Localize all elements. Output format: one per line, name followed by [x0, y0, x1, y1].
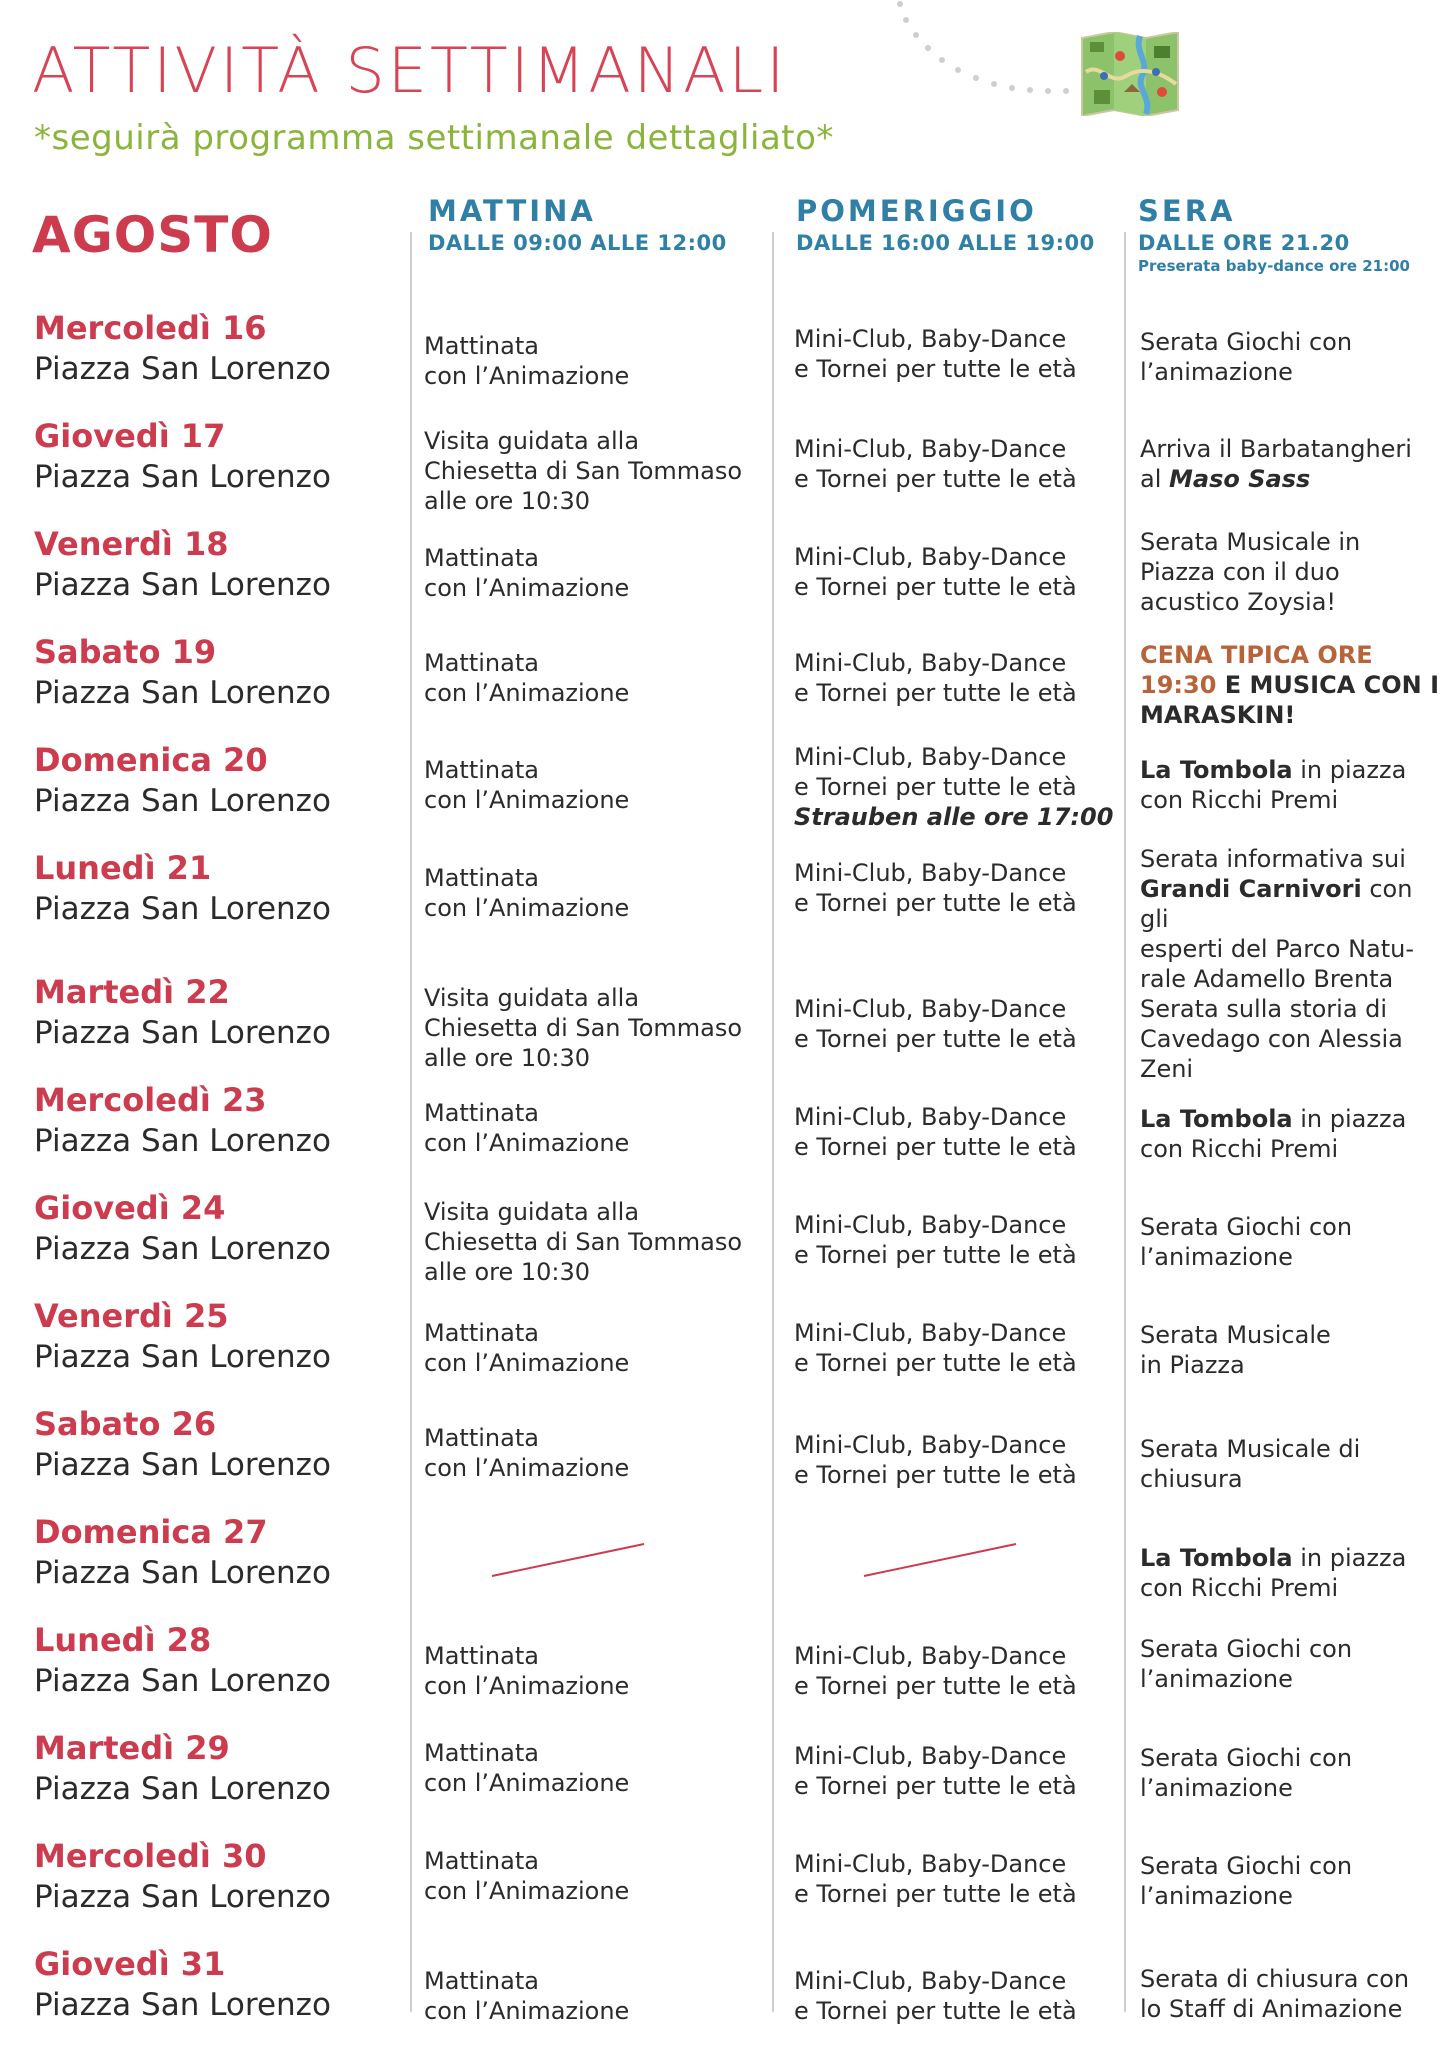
pomeriggio-text: Mini-Club, Baby-Dance e Tornei per tutte le età [794, 743, 1077, 801]
cell-mattina: Mattinata con l’Animazione [424, 864, 630, 922]
cell-mattina: Mattinata con l’Animazione [424, 544, 630, 602]
day-place: Piazza San Lorenzo [34, 1663, 331, 1699]
day-label [34, 1728, 331, 1810]
no-activity-slash [488, 1540, 648, 1580]
day-label [34, 1944, 331, 2026]
day-date: Giovedì 31 [34, 1945, 226, 1983]
cell-sera [1140, 755, 1406, 815]
day-place: Piazza San Lorenzo [34, 1015, 331, 1051]
day-place: Piazza San Lorenzo [34, 1447, 331, 1483]
sera-emphasis: Grandi Carnivori [1140, 875, 1362, 903]
day-label [34, 416, 331, 498]
cell-sera: Serata Giochi con l’animazione [1140, 328, 1353, 386]
cell-pomeriggio: Mini-Club, Baby-Dance e Tornei per tutte le età [794, 1431, 1077, 1489]
sera-emphasis: Maso Sass [1169, 465, 1311, 493]
cell-pomeriggio: Mini-Club, Baby-Dance e Tornei per tutte le età [794, 1103, 1077, 1161]
day-label [34, 1512, 331, 1594]
cell-sera: Serata Musicale in Piazza [1140, 1321, 1331, 1379]
cell-pomeriggio: Mini-Club, Baby-Dance e Tornei per tutte le età [794, 859, 1077, 917]
sera-emphasis: La Tombola [1140, 1544, 1293, 1572]
column-time-pomeriggio: DALLE 16:00 ALLE 19:00 [796, 231, 1095, 255]
month-heading: AGOSTO [32, 206, 273, 264]
page-subtitle: *seguirà programma settimanale dettagliato* [34, 118, 834, 158]
cell-pomeriggio: Mini-Club, Baby-Dance e Tornei per tutte le età [794, 1742, 1077, 1800]
day-label [34, 308, 331, 390]
day-date: Martedì 29 [34, 1729, 230, 1767]
day-place: Piazza San Lorenzo [34, 675, 331, 711]
day-place: Piazza San Lorenzo [34, 1231, 331, 1267]
sera-text: con gli esperti del Parco Natu- rale Adamello Brenta [1140, 875, 1415, 993]
day-place: Piazza San Lorenzo [34, 567, 331, 603]
day-date: Mercoledì 23 [34, 1081, 267, 1119]
cell-sera: Serata Giochi con l’animazione [1140, 1852, 1353, 1910]
cell-sera [1140, 1104, 1406, 1164]
cell-mattina: Mattinata con l’Animazione [424, 1099, 630, 1157]
cell-sera [1140, 434, 1412, 494]
cell-sera: Serata di chiusura con lo Staff di Animazione [1140, 1965, 1410, 2023]
day-date: Venerdì 18 [34, 525, 229, 563]
cell-mattina: Mattinata con l’Animazione [424, 1642, 630, 1700]
day-date: Martedì 22 [34, 973, 230, 1011]
day-label [34, 524, 331, 606]
day-label [34, 1836, 331, 1918]
column-divider [1124, 232, 1126, 2012]
sera-emphasis: La Tombola [1140, 756, 1293, 784]
day-place: Piazza San Lorenzo [34, 1339, 331, 1375]
day-place: Piazza San Lorenzo [34, 891, 331, 927]
cell-pomeriggio [794, 742, 1113, 832]
day-label [34, 1080, 331, 1162]
cell-pomeriggio: Mini-Club, Baby-Dance e Tornei per tutte le età [794, 543, 1077, 601]
cell-mattina: Mattinata con l’Animazione [424, 332, 630, 390]
cell-sera: Serata Musicale in Piazza con il duo acustico Zoysia! [1140, 528, 1361, 616]
cell-sera: Serata Giochi con l’animazione [1140, 1213, 1353, 1271]
day-place: Piazza San Lorenzo [34, 1879, 331, 1915]
column-header-sera [1138, 194, 1410, 274]
day-label [34, 1620, 331, 1702]
cell-mattina: Mattinata con l’Animazione [424, 1424, 630, 1482]
day-label [34, 1188, 331, 1270]
cell-sera [1140, 640, 1439, 730]
day-place: Piazza San Lorenzo [34, 783, 331, 819]
pomeriggio-emphasis: Strauben alle ore 17:00 [794, 803, 1114, 831]
day-label [34, 1404, 331, 1486]
day-date: Sabato 19 [34, 633, 217, 671]
column-divider [772, 232, 774, 2012]
column-header-pomeriggio [796, 194, 1095, 258]
day-place: Piazza San Lorenzo [34, 459, 331, 495]
no-activity-slash [860, 1540, 1020, 1580]
cell-mattina: Visita guidata alla Chiesetta di San Tommaso alle ore 10:30 [424, 984, 743, 1072]
day-label [34, 1296, 331, 1378]
sera-text: Serata informativa sui [1140, 845, 1406, 873]
cell-sera [1140, 844, 1448, 994]
cell-pomeriggio: Mini-Club, Baby-Dance e Tornei per tutte le età [794, 325, 1077, 383]
sera-emphasis: La Tombola [1140, 1105, 1293, 1133]
cell-pomeriggio: Mini-Club, Baby-Dance e Tornei per tutte le età [794, 1211, 1077, 1269]
day-date: Lunedì 21 [34, 849, 212, 887]
day-date: Giovedì 24 [34, 1189, 226, 1227]
day-label [34, 848, 331, 930]
cell-mattina: Mattinata con l’Animazione [424, 1967, 630, 2025]
cell-sera: Serata Giochi con l’animazione [1140, 1635, 1353, 1693]
cell-pomeriggio: Mini-Club, Baby-Dance e Tornei per tutte le età [794, 1967, 1077, 2025]
day-date: Lunedì 28 [34, 1621, 212, 1659]
day-date: Venerdì 25 [34, 1297, 229, 1335]
sera-text: in piazza con Ricchi Premi [1140, 1544, 1407, 1602]
day-date: Giovedì 17 [34, 417, 226, 455]
day-date: Mercoledì 16 [34, 309, 267, 347]
day-label [34, 740, 331, 822]
day-label [34, 632, 331, 714]
sera-highlight: CENA TIPICA ORE 19:30 [1140, 641, 1373, 699]
cell-pomeriggio: Mini-Club, Baby-Dance e Tornei per tutte le età [794, 1850, 1077, 1908]
cell-mattina: Mattinata con l’Animazione [424, 756, 630, 814]
cell-sera: Serata sulla storia di Cavedago con Alessia Zeni [1140, 995, 1403, 1083]
cell-pomeriggio: Mini-Club, Baby-Dance e Tornei per tutte le età [794, 1642, 1077, 1700]
cell-mattina: Mattinata con l’Animazione [424, 1847, 630, 1905]
column-title-pomeriggio: POMERIGGIO [796, 194, 1037, 228]
day-date: Mercoledì 30 [34, 1837, 267, 1875]
day-date: Sabato 26 [34, 1405, 217, 1443]
day-date: Domenica 27 [34, 1513, 268, 1551]
column-note-sera: Preserata baby-dance ore 21:00 [1138, 257, 1410, 275]
day-place: Piazza San Lorenzo [34, 1987, 331, 2023]
column-time-sera: DALLE ORE 21.20 [1138, 231, 1350, 255]
cell-sera [1140, 1543, 1406, 1603]
cell-mattina: Visita guidata alla Chiesetta di San Tommaso alle ore 10:30 [424, 1198, 743, 1286]
column-title-sera: SERA [1138, 194, 1236, 228]
cell-mattina: Mattinata con l’Animazione [424, 649, 630, 707]
cell-mattina: Mattinata con l’Animazione [424, 1319, 630, 1377]
column-divider [410, 232, 412, 2012]
cell-sera: Serata Musicale di chiusura [1140, 1435, 1361, 1493]
dotted-path-decoration [890, 0, 1080, 100]
day-place: Piazza San Lorenzo [34, 1771, 331, 1807]
map-icon [1080, 32, 1180, 116]
cell-pomeriggio: Mini-Club, Baby-Dance e Tornei per tutte le età [794, 649, 1077, 707]
page-title: ATTIVITÀ SETTIMANALI [32, 34, 788, 107]
cell-mattina: Visita guidata alla Chiesetta di San Tommaso alle ore 10:30 [424, 427, 743, 515]
sera-text: Arriva il Barbatangheri al [1140, 435, 1412, 493]
cell-pomeriggio: Mini-Club, Baby-Dance e Tornei per tutte le età [794, 1319, 1077, 1377]
sera-text: in piazza con Ricchi Premi [1140, 756, 1407, 814]
column-time-mattina: DALLE 09:00 ALLE 12:00 [428, 231, 727, 255]
column-title-mattina: MATTINA [428, 194, 596, 228]
cell-pomeriggio: Mini-Club, Baby-Dance e Tornei per tutte le età [794, 435, 1077, 493]
day-place: Piazza San Lorenzo [34, 351, 331, 387]
day-place: Piazza San Lorenzo [34, 1555, 331, 1591]
cell-sera: Serata Giochi con l’animazione [1140, 1744, 1353, 1802]
day-label [34, 972, 331, 1054]
day-date: Domenica 20 [34, 741, 268, 779]
column-header-mattina [428, 194, 727, 258]
sera-text: in piazza con Ricchi Premi [1140, 1105, 1407, 1163]
cell-mattina: Mattinata con l’Animazione [424, 1739, 630, 1797]
cell-pomeriggio: Mini-Club, Baby-Dance e Tornei per tutte le età [794, 995, 1077, 1053]
sera-text: E MUSICA CON I MARASKIN! [1140, 671, 1440, 729]
day-place: Piazza San Lorenzo [34, 1123, 331, 1159]
